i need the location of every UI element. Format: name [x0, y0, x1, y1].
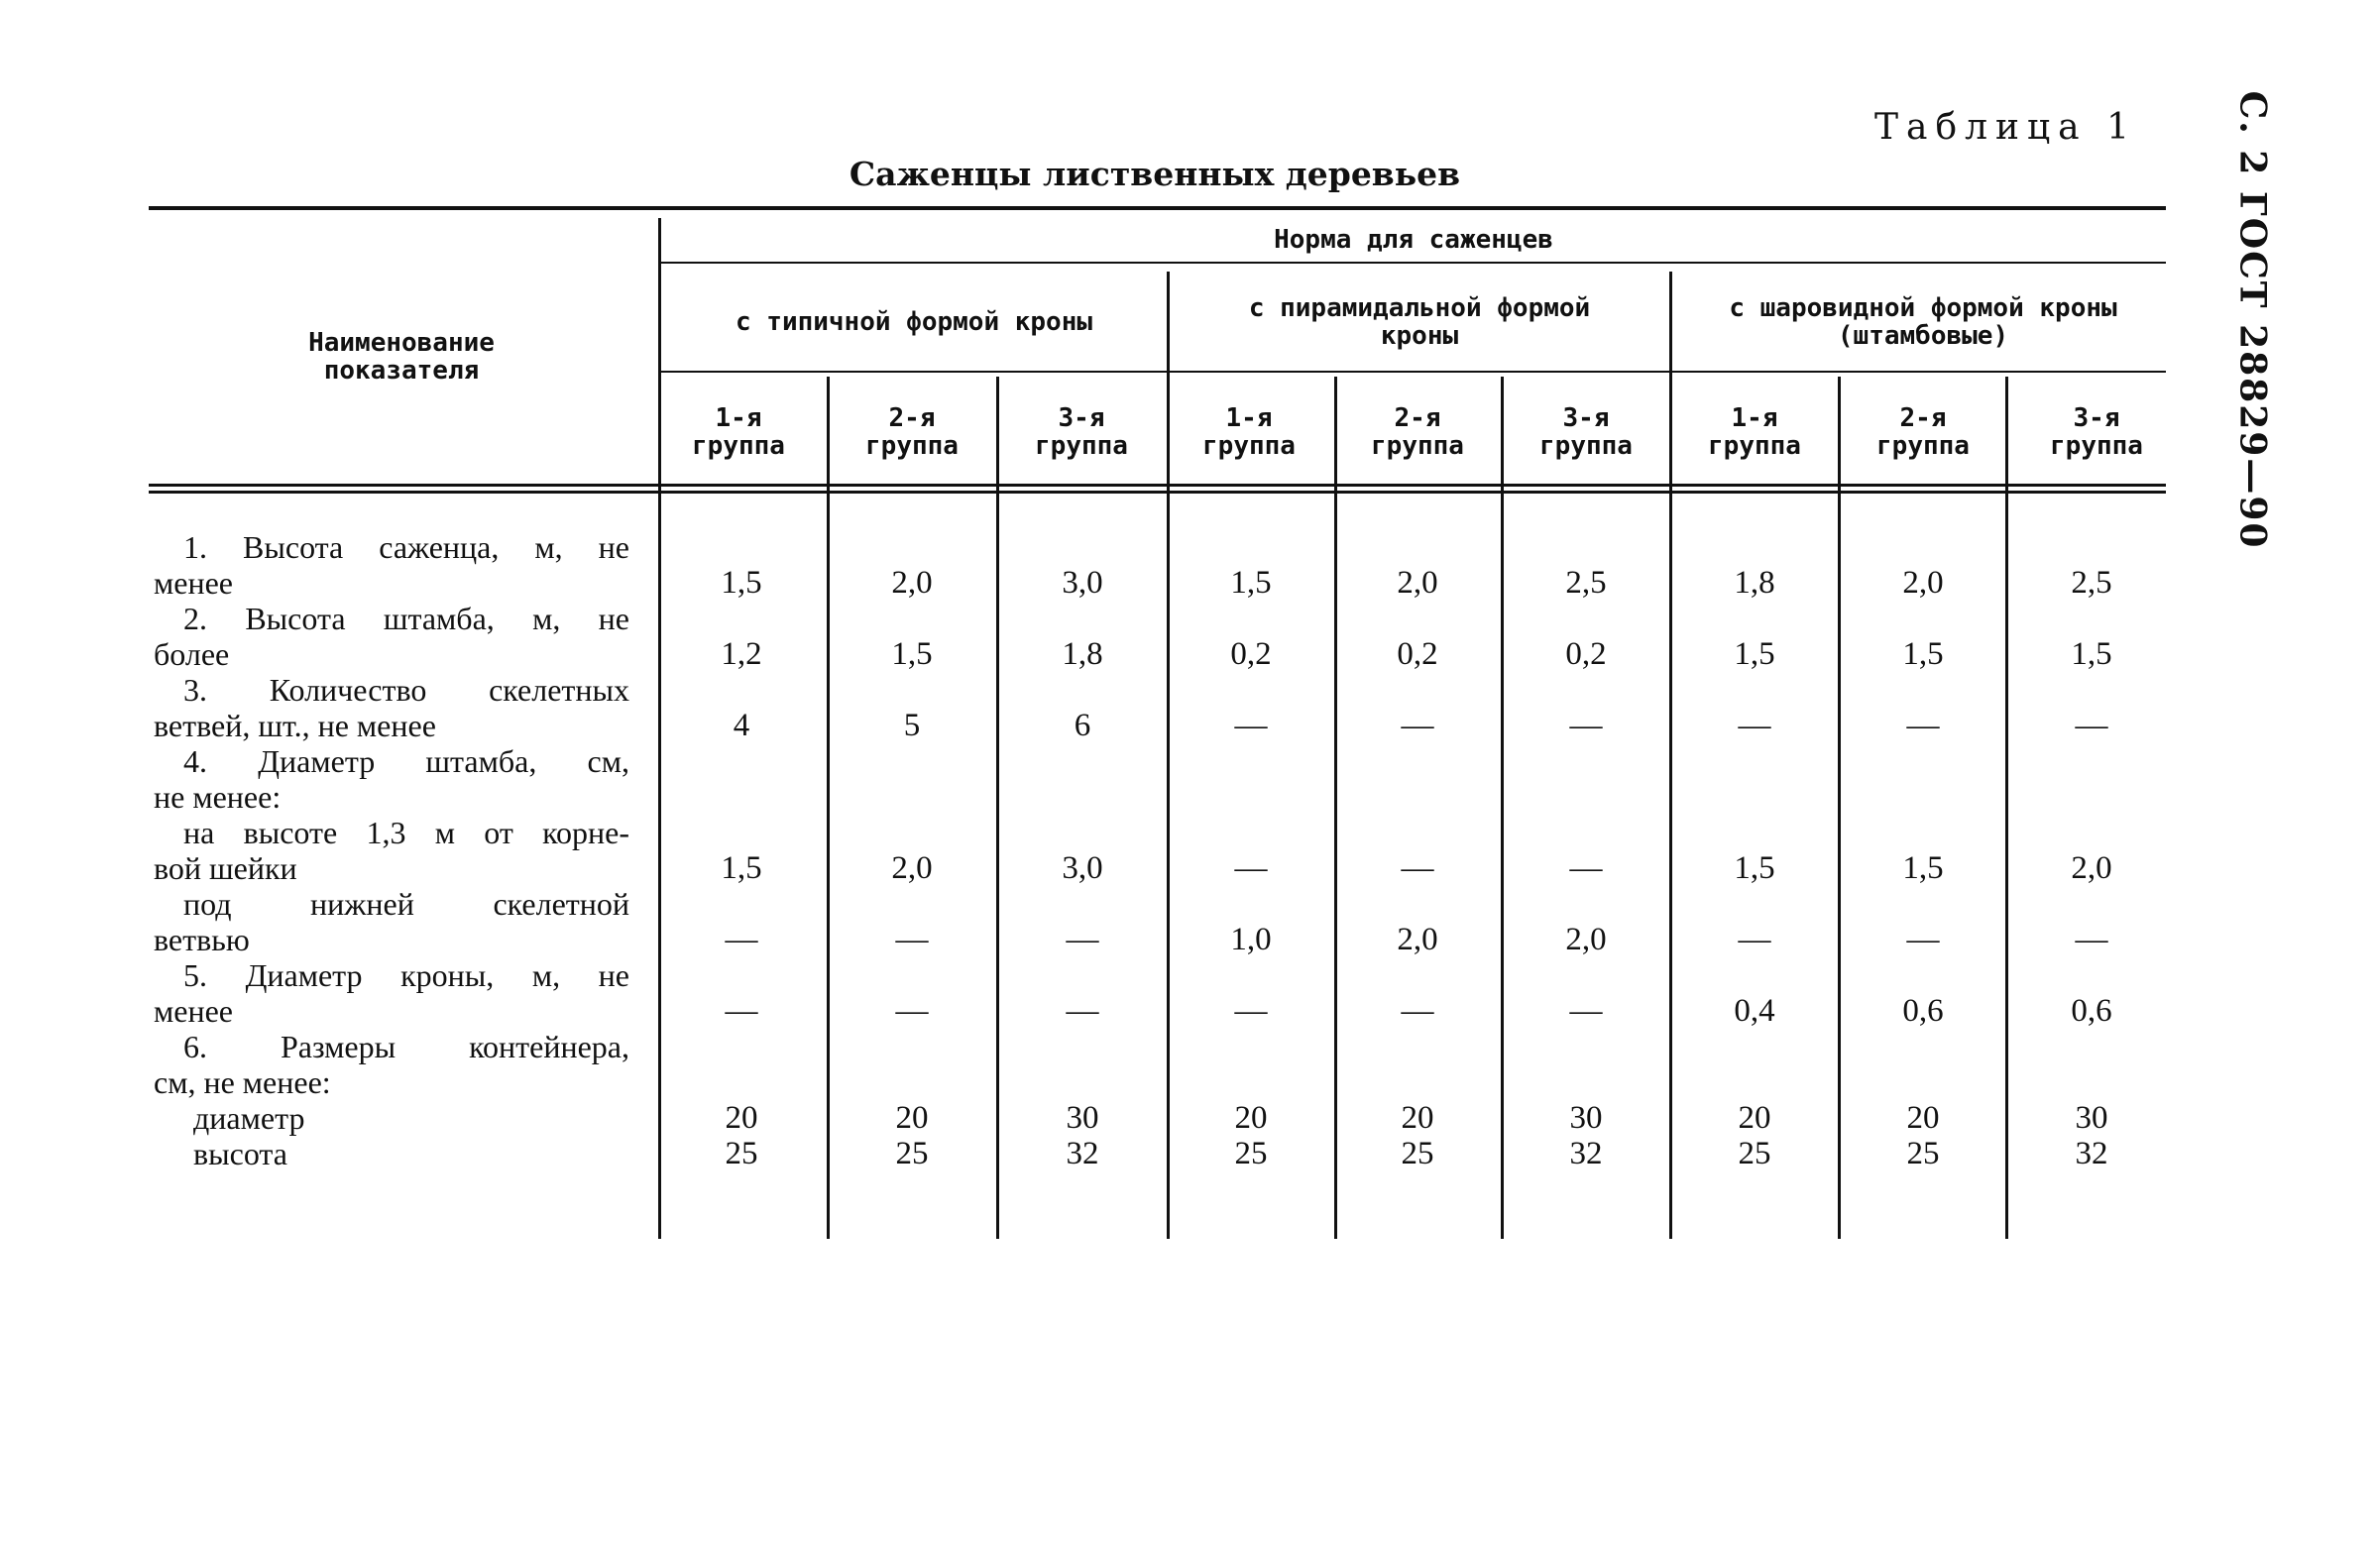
page-identifier: С. 2 ГОСТ 28829—90 [2231, 90, 2273, 550]
value-cell: 3,0 [1062, 850, 1103, 886]
value-cell: 6 [1074, 708, 1091, 743]
table-number: Таблица 1 [1874, 107, 2137, 148]
value-cell: 32 [1066, 1136, 1099, 1171]
value-cell: 1,2 [721, 636, 762, 672]
header-group: 1-я группа [1708, 403, 1801, 461]
value-cell: 20 [1738, 1100, 1771, 1136]
header-bottom-rule-2 [149, 491, 2166, 494]
value-cell: 25 [1401, 1136, 1434, 1171]
value-cell: — [1401, 993, 1434, 1029]
indicator-branches: 3. Количество скелетных [183, 672, 629, 708]
value-cell: 1,5 [1902, 850, 1944, 886]
value-cell: 2,0 [891, 850, 933, 886]
value-cell: 30 [1569, 1100, 1603, 1136]
value-cell: 25 [1738, 1136, 1771, 1171]
value-cell: — [1569, 708, 1603, 743]
value-cell: 32 [1569, 1136, 1603, 1171]
value-cell: — [895, 922, 929, 957]
indicator-container: 6. Размеры контейнера, [183, 1029, 629, 1064]
indicator-crown-diameter: 5. Диаметр кроны, м, не [183, 957, 629, 993]
value-cell: 0,2 [1565, 636, 1607, 672]
header-form-typical: с типичной формой кроны [735, 307, 1093, 337]
header-form-spherical: с шаровидной формой кроны (штамбовые) [1729, 293, 2117, 351]
value-cell: — [1401, 850, 1434, 886]
value-cell: 2,0 [1902, 565, 1944, 601]
header-group: 1-я группа [1202, 403, 1296, 461]
col-divider-group-5 [1838, 377, 1841, 1239]
indicator-trunk-diam-branch: под нижней скелетной [183, 886, 629, 922]
value-cell: 1,5 [1902, 636, 1944, 672]
value-cell: 1,0 [1230, 922, 1272, 957]
indicator-trunk-diam-branch-cont: ветвью [154, 922, 250, 957]
header-group: 2-я группа [865, 403, 959, 461]
value-cell: — [1401, 708, 1434, 743]
value-cell: — [1569, 993, 1603, 1029]
value-cell: — [1234, 708, 1268, 743]
value-cell: 25 [1234, 1136, 1268, 1171]
table-title: Саженцы лиственных деревьев [849, 155, 1461, 193]
header-group: 3-я группа [1035, 403, 1128, 461]
indicator-container-diameter: диаметр [193, 1100, 305, 1136]
value-cell: 2,5 [2071, 565, 2112, 601]
header-indicator: Наименование показателя [308, 328, 495, 386]
value-cell: — [1569, 850, 1603, 886]
table-top-rule [149, 206, 2166, 210]
value-cell: 1,5 [721, 565, 762, 601]
indicator-trunk-diameter: 4. Диаметр штамба, см, [183, 743, 629, 779]
value-cell: 20 [1906, 1100, 1940, 1136]
value-cell: — [1738, 708, 1771, 743]
value-cell: 25 [895, 1136, 929, 1171]
value-cell: 30 [1066, 1100, 1099, 1136]
value-cell: 2,0 [891, 565, 933, 601]
header-form-pyramidal: с пирамидальной формой кроны [1248, 293, 1591, 351]
col-divider-indicator [658, 218, 661, 1239]
indicator-trunk-height-cont: более [154, 636, 230, 672]
col-divider-group-1 [827, 377, 830, 1239]
value-cell: 4 [733, 708, 750, 743]
value-cell: 20 [1401, 1100, 1434, 1136]
indicator-height-cont: менее [154, 565, 233, 601]
value-cell: 32 [2075, 1136, 2108, 1171]
value-cell: — [1066, 993, 1099, 1029]
value-cell: 25 [725, 1136, 758, 1171]
value-cell: — [2075, 708, 2108, 743]
header-group: 3-я группа [2050, 403, 2143, 461]
indicator-trunk-height: 2. Высота штамба, м, не [183, 601, 629, 636]
value-cell: 1,5 [2071, 636, 2112, 672]
indicator-branches-cont: ветвей, шт., не менее [154, 708, 436, 743]
value-cell: 3,0 [1062, 565, 1103, 601]
indicator-trunk-diam-13-cont: вой шейки [154, 850, 297, 886]
header-group: 1-я группа [692, 403, 785, 461]
indicator-trunk-diameter-cont: не менее: [154, 779, 282, 815]
value-cell: 20 [1234, 1100, 1268, 1136]
value-cell: 1,5 [891, 636, 933, 672]
col-divider-group-3 [1334, 377, 1337, 1239]
value-cell: — [1066, 922, 1099, 957]
value-cell: 1,8 [1734, 565, 1775, 601]
indicator-container-cont: см, не менее: [154, 1064, 331, 1100]
value-cell: 25 [1906, 1136, 1940, 1171]
value-cell: 0,6 [2071, 993, 2112, 1029]
header-group: 2-я группа [1371, 403, 1464, 461]
header-group: 3-я группа [1539, 403, 1633, 461]
value-cell: 1,8 [1062, 636, 1103, 672]
value-cell: — [2075, 922, 2108, 957]
header-group: 2-я группа [1876, 403, 1970, 461]
value-cell: 0,2 [1397, 636, 1438, 672]
value-cell: — [1234, 993, 1268, 1029]
value-cell: 2,5 [1565, 565, 1607, 601]
value-cell: 30 [2075, 1100, 2108, 1136]
indicator-trunk-diam-13: на высоте 1,3 м от корне- [183, 815, 629, 850]
value-cell: — [895, 993, 929, 1029]
value-cell: — [725, 993, 758, 1029]
value-cell: 2,0 [1397, 922, 1438, 957]
col-divider-group-6 [2005, 377, 2008, 1239]
norm-header-rule [659, 262, 2166, 264]
value-cell: 1,5 [1230, 565, 1272, 601]
value-cell: — [1234, 850, 1268, 886]
value-cell: 5 [903, 708, 921, 743]
header-norm: Норма для саженцев [1274, 225, 1553, 255]
value-cell: 20 [895, 1100, 929, 1136]
value-cell: 2,0 [1565, 922, 1607, 957]
value-cell: 1,5 [1734, 850, 1775, 886]
value-cell: — [725, 922, 758, 957]
value-cell: 2,0 [1397, 565, 1438, 601]
indicator-column [154, 529, 629, 1171]
value-cell: 2,0 [2071, 850, 2112, 886]
value-cell: 0,6 [1902, 993, 1944, 1029]
indicator-height: 1. Высота саженца, м, не [183, 529, 629, 565]
value-cell: 0,2 [1230, 636, 1272, 672]
value-cell: 20 [725, 1100, 758, 1136]
col-divider-form-2 [1669, 272, 1672, 1239]
value-cell: — [1906, 708, 1940, 743]
value-cell: — [1906, 922, 1940, 957]
value-cell: 1,5 [1734, 636, 1775, 672]
indicator-crown-diameter-cont: менее [154, 993, 233, 1029]
value-cell: — [1738, 922, 1771, 957]
col-divider-group-2 [996, 377, 999, 1239]
indicator-container-height: высота [193, 1136, 287, 1171]
form-header-rule [659, 371, 2166, 373]
value-cell: 0,4 [1734, 993, 1775, 1029]
value-cell: 1,5 [721, 850, 762, 886]
col-divider-group-4 [1501, 377, 1504, 1239]
col-divider-form-1 [1167, 272, 1170, 1239]
header-bottom-rule-1 [149, 484, 2166, 487]
